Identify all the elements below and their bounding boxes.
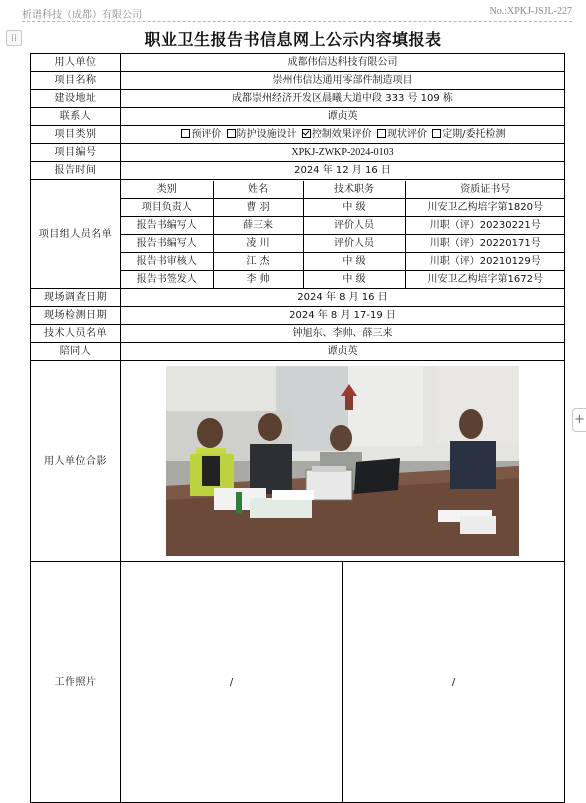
team-cert[interactable]: 川职（评）20220171号 [405, 234, 565, 252]
team-header: 姓名 [213, 181, 303, 199]
team-row [121, 216, 565, 234]
checkbox-checked-icon[interactable] [302, 129, 311, 138]
team-title[interactable]: 评价人员 [303, 234, 405, 252]
address-label: 建设地址 [31, 90, 121, 108]
table-move-handle-icon[interactable]: ⁞⁞ [6, 30, 22, 46]
project-no-value[interactable]: XPKJ-ZWKP-2024-0103 [121, 144, 565, 162]
team-title[interactable]: 中 级 [303, 198, 405, 216]
category-option[interactable]: 防护设施设计 [225, 129, 297, 140]
category-label: 项目类别 [31, 126, 121, 144]
checkbox-icon[interactable] [181, 129, 190, 138]
category-option[interactable]: 定期/委托检测 [430, 129, 505, 140]
contact-value[interactable]: 谭贞英 [121, 108, 565, 126]
team-header: 类别 [121, 181, 213, 199]
team-name[interactable]: 江 杰 [213, 252, 303, 270]
team-title[interactable]: 中 级 [303, 252, 405, 270]
group-photo[interactable] [166, 366, 519, 556]
team-role[interactable]: 项目负责人 [121, 198, 213, 216]
report-time-value[interactable]: 2024 年 12 月 16 日 [121, 162, 565, 180]
team-name[interactable]: 凌 川 [213, 234, 303, 252]
testing-date-label: 现场检测日期 [31, 307, 121, 325]
work-photo-left[interactable]: / [121, 562, 343, 802]
category-option[interactable]: 现状评价 [375, 129, 427, 140]
team-title[interactable]: 评价人员 [303, 216, 405, 234]
row-contact [31, 108, 565, 126]
group-photo-label: 用人单位合影 [31, 361, 121, 562]
team-name[interactable]: 李 帅 [213, 270, 303, 288]
row-escort [31, 343, 565, 361]
team-cell [121, 180, 565, 289]
team-header: 技术职务 [303, 181, 405, 199]
team-role[interactable]: 报告书签发人 [121, 270, 213, 288]
header-doc-number: No.:XPKJ-JSJL-227 [489, 6, 572, 17]
group-photo-cell [121, 361, 565, 562]
contact-label: 联系人 [31, 108, 121, 126]
form-title: 职业卫生报告书信息网上公示内容填报表 [144, 30, 442, 49]
row-project-no [31, 144, 565, 162]
team-cert[interactable]: 川职（评）20230221号 [405, 216, 565, 234]
work-photo-split [121, 562, 564, 802]
row-team [31, 180, 565, 289]
project-name-label: 项目名称 [31, 72, 121, 90]
team-name[interactable]: 曹 羽 [213, 198, 303, 216]
project-name-value[interactable]: 崇州伟信达通用零部件制造项目 [121, 72, 565, 90]
team-row [121, 198, 565, 216]
row-survey-date [31, 289, 565, 307]
work-photo-cell [121, 562, 565, 803]
checkbox-icon[interactable] [377, 129, 386, 138]
team-cert[interactable]: 川安卫乙构培字第1672号 [405, 270, 565, 288]
team-row [121, 270, 565, 288]
team-header-row [121, 181, 565, 199]
row-group-photo [31, 361, 565, 562]
escort-value[interactable]: 谭贞英 [121, 343, 565, 361]
row-tech-staff [31, 325, 565, 343]
checkbox-icon[interactable] [432, 129, 441, 138]
tech-staff-label: 技术人员名单 [31, 325, 121, 343]
row-project-name [31, 72, 565, 90]
testing-date-value[interactable]: 2024 年 8 月 17-19 日 [121, 307, 565, 325]
team-row [121, 234, 565, 252]
header-divider [22, 21, 572, 22]
team-header: 资质证书号 [405, 181, 565, 199]
row-address [31, 90, 565, 108]
team-table [121, 181, 565, 288]
team-label: 项目组人员名单 [31, 180, 121, 289]
team-role[interactable]: 报告书编写人 [121, 234, 213, 252]
survey-date-value[interactable]: 2024 年 8 月 16 日 [121, 289, 565, 307]
team-name[interactable]: 薛三来 [213, 216, 303, 234]
team-cert[interactable]: 川职（评）20210129号 [405, 252, 565, 270]
category-option[interactable]: 控制效果评价 [300, 129, 372, 140]
report-time-label: 报告时间 [31, 162, 121, 180]
info-table [30, 53, 565, 803]
row-testing-date [31, 307, 565, 325]
team-title[interactable]: 中 级 [303, 270, 405, 288]
address-value[interactable]: 成都崇州经济开发区晨曦大道中段 333 号 109 栋 [121, 90, 565, 108]
team-cert[interactable]: 川安卫乙构培字第1820号 [405, 198, 565, 216]
row-report-time [31, 162, 565, 180]
team-row [121, 252, 565, 270]
employer-label: 用人单位 [31, 54, 121, 72]
category-option[interactable]: 预评价 [179, 129, 221, 140]
project-no-label: 项目编号 [31, 144, 121, 162]
work-photo-label: 工作照片 [31, 562, 121, 803]
category-options [121, 126, 565, 144]
checkbox-icon[interactable] [227, 129, 236, 138]
team-role[interactable]: 报告书编写人 [121, 216, 213, 234]
row-employer [31, 54, 565, 72]
add-column-icon[interactable]: + [572, 408, 586, 432]
row-work-photo [31, 562, 565, 803]
header-company: 析谱科技（成都）有限公司 [22, 10, 142, 21]
row-category [31, 126, 565, 144]
employer-value[interactable]: 成都伟信达科技有限公司 [121, 54, 565, 72]
work-photo-right[interactable]: / [451, 676, 456, 688]
survey-date-label: 现场调查日期 [31, 289, 121, 307]
team-role[interactable]: 报告书审核人 [121, 252, 213, 270]
tech-staff-value[interactable]: 钟旭东、李帅、薛三来 [121, 325, 565, 343]
escort-label: 陪同人 [31, 343, 121, 361]
